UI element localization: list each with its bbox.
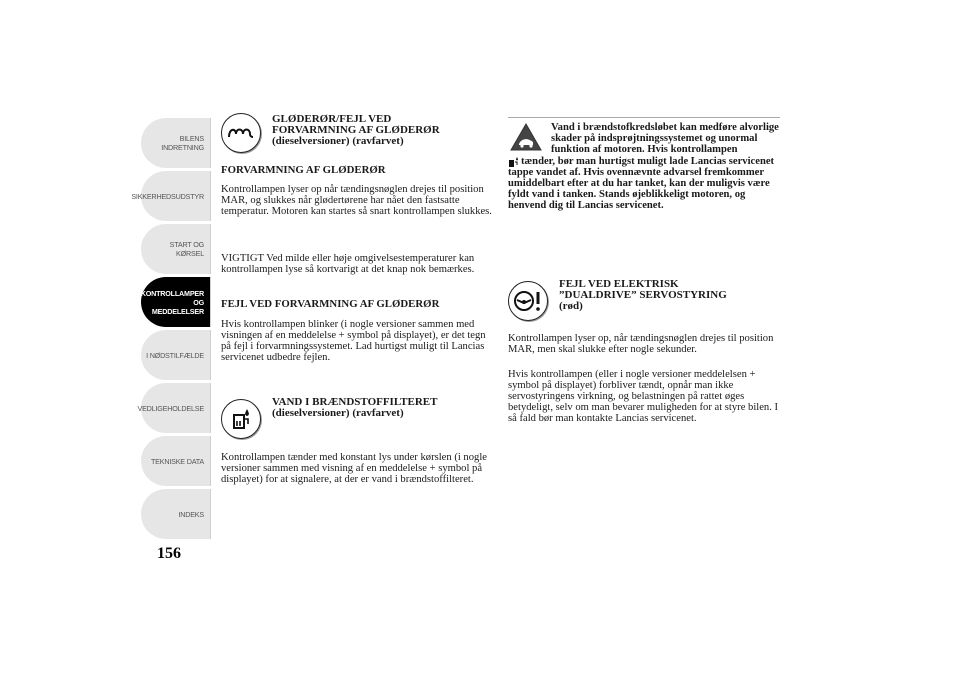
tab-label: TEKNISKE DATA xyxy=(150,456,204,466)
section-divider xyxy=(508,117,780,118)
power-steering-icon xyxy=(508,281,548,321)
tab-kontrollamper[interactable] xyxy=(141,277,211,327)
water-in-fuel-icon xyxy=(221,399,261,439)
power-steering-text-2: Hvis kontrollampen (eller i nogle versioner meddelelsen + symbol på displayet) forbliver tændt, opnår man ikke servostyringens virkning, og belastningen på rattet øges betydeligt, selv om man bevarer muligheden for at styre bilen. I så fald bør man kontakte Lancias servicenet. xyxy=(508,369,779,424)
glow-plug-heading: GLØDERØR/FEJL VED FORVARMNING AF GLØDERØR (dieselversioner) (ravfarvet) xyxy=(272,113,440,147)
tab-vedligeholdelse[interactable] xyxy=(137,383,211,433)
glow-plug-icon xyxy=(221,113,261,153)
fault-text: Hvis kontrollampen blinker (i nogle versioner sammen med visningen af en meddelelse + symbol på displayet), er det tegn på fejl i forvarmningssystemet. Lad hurtigst muligt til Lancias servicenet udbedre fejlen. xyxy=(221,319,486,363)
preheat-subhead: FORVARMNING AF GLØDERØR xyxy=(221,164,386,176)
tab-label: I NØDSTILFÆLDE xyxy=(146,350,204,360)
tab-label: SIKKERHEDSUDSTYR xyxy=(131,191,204,201)
important-text: VIGTIGT Ved milde eller høje omgivelsestemperaturer kan kontrollampen lyse så kortvarigt at det knap nok bemærkes. xyxy=(221,253,475,275)
power-steering-heading: FEJL VED ELEKTRISK ”DUALDRIVE” SERVOSTYRING (rød) xyxy=(559,278,727,312)
tab-bilens-indretning[interactable] xyxy=(141,118,211,168)
tab-start-og-korsel[interactable] xyxy=(141,224,211,274)
preheat-text: Kontrollampen lyser op når tændingsnøglen drejes til position MAR, og slukkes når glødertørene har nået den fastsatte temperatur. Motoren kan startes så snart kontrollampen slukkes. xyxy=(221,184,492,217)
tab-indeks[interactable] xyxy=(141,489,211,539)
tab-label: KONTROLLAMPER OG MEDDELELSER xyxy=(140,288,204,316)
power-steering-text-1: Kontrollampen lyser op, når tændingsnøglen drejes til position MAR, men skal slukke efter nogle sekunder. xyxy=(508,333,774,355)
water-in-fuel-inline-icon xyxy=(508,157,521,166)
warning-first: Vand i brændstofkredsløbet kan medføre alvorlige skader på indsprøjtningssystemet og unormal funktion af motoren. Hvis kontrollampen xyxy=(551,122,779,156)
tab-i-nodstilfaelde[interactable] xyxy=(141,330,211,380)
tab-label: VEDLIGEHOLDELSE xyxy=(137,403,204,413)
tab-label: START OG KØRSEL xyxy=(169,240,204,258)
tab-label: BILENS INDRETNING xyxy=(161,134,204,152)
fault-subhead: FEJL VED FORVARMNING AF GLØDERØR xyxy=(221,298,440,310)
tab-sikkerhedsudstyr[interactable] xyxy=(131,171,211,221)
warning-rest: tænder, bør man hurtigst muligt lade Lancias servicenet tappe vandet af. Hvis ovennævnte advarsel fremkommer umiddelbart efter at du har tanket, kan der muligvis være fyldt vand i tanken. Stands øjeblikkeligt motoren, og henvend dig til Lancias servicenet. xyxy=(508,155,775,212)
tab-label: INDEKS xyxy=(178,509,204,519)
tab-tekniske-data[interactable] xyxy=(141,436,211,486)
water-in-fuel-heading: VAND I BRÆNDSTOFFILTERET (dieselversioner) (ravfarvet) xyxy=(272,396,438,419)
warning-text xyxy=(508,122,780,212)
water-in-fuel-text: Kontrollampen tænder med konstant lys under kørslen (i nogle versioner sammen med visning af en meddelelse + symbol på displayet) for at signalere, at der er vand i brændstoffilteret. xyxy=(221,452,487,485)
page-number: 156 xyxy=(157,545,181,562)
